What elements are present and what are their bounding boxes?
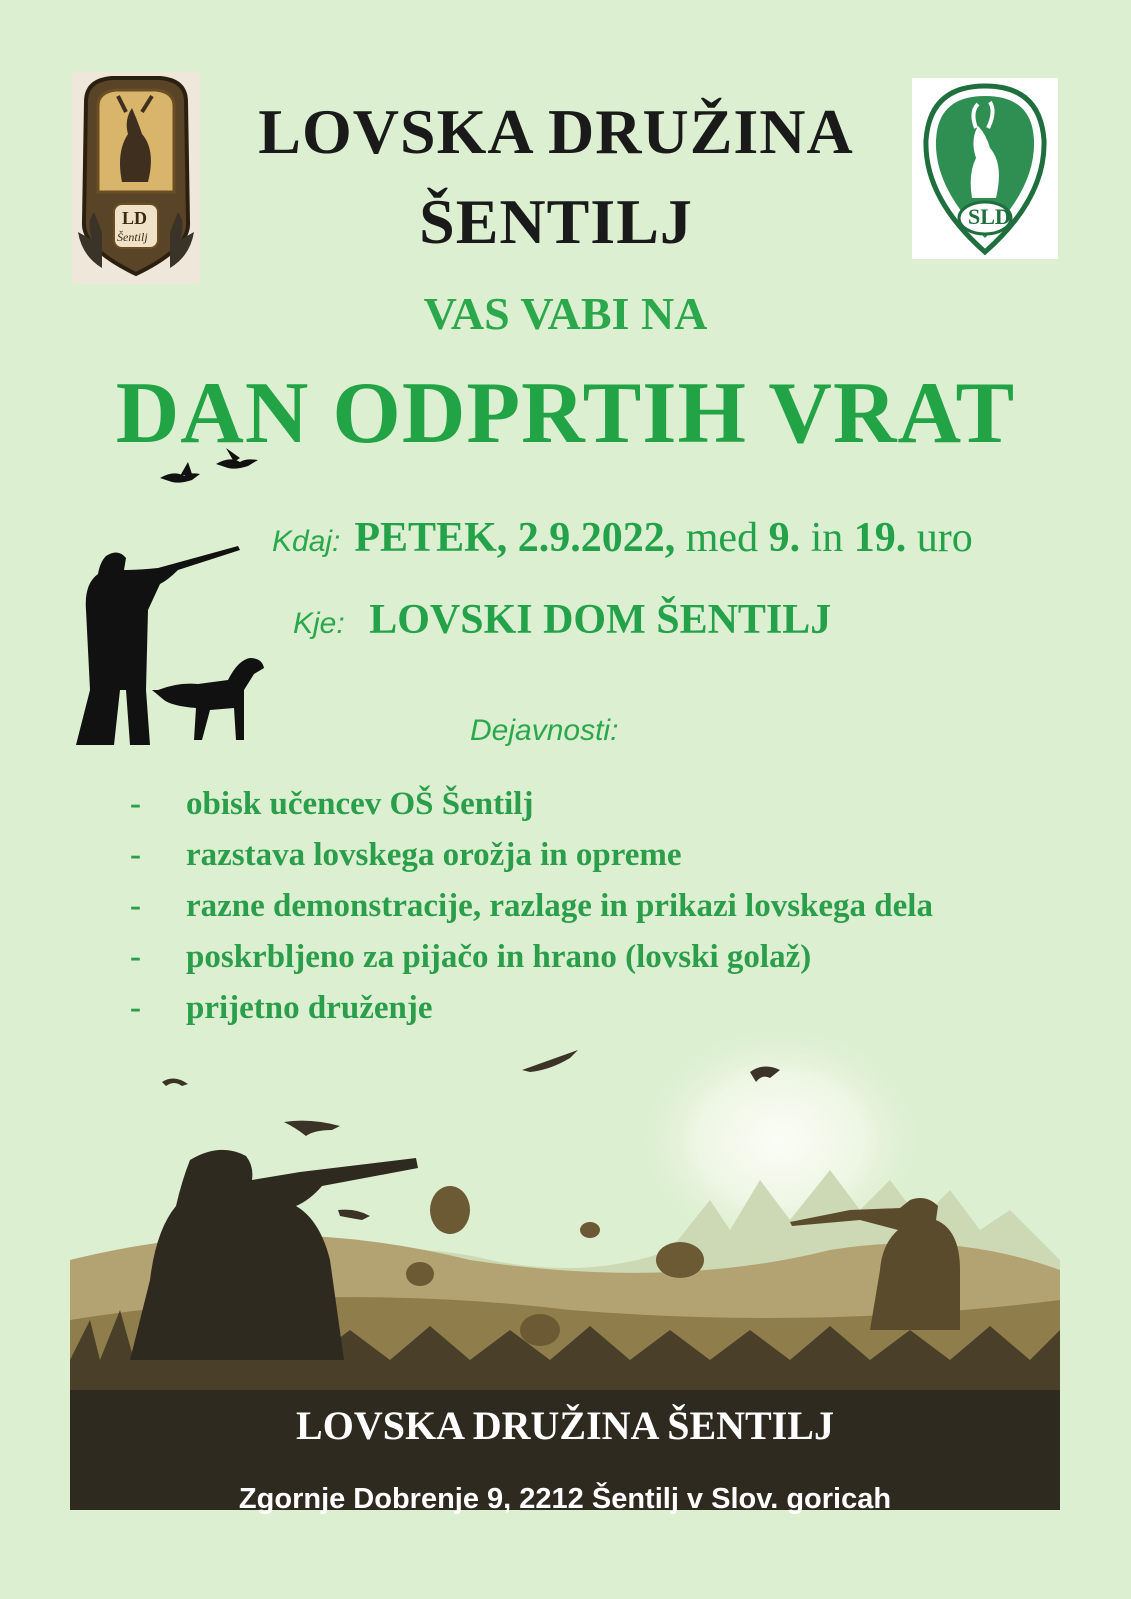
bullet-dash: - <box>130 990 141 1026</box>
sld-letters: SLD <box>968 204 1011 229</box>
activity-text: razstava lovskega orožja in opreme <box>186 837 682 873</box>
event-place: LOVSKI DOM ŠENTILJ <box>369 597 832 643</box>
activities-heading: Dejavnosti: <box>470 714 619 747</box>
activity-text: obisk učencev OŠ Šentilj <box>186 786 534 822</box>
when-label: Kdaj: <box>272 525 341 558</box>
crest-town: Šentilj <box>117 230 148 244</box>
when-unit: uro <box>916 515 973 561</box>
activity-text: razne demonstracije, razlage in prikazi lovskega dela <box>186 888 933 924</box>
footer-address: Zgornje Dobrenje 9, 2212 Šentilj v Slov. goricah <box>238 1483 892 1515</box>
crest-icon <box>72 72 200 284</box>
when-between: med <box>685 515 759 561</box>
invite-text: VAS VABI NA <box>423 288 708 339</box>
activity-text: poskrbljeno za pijačo in hrano (lovski golaž) <box>186 939 812 975</box>
bullet-dash: - <box>130 786 141 822</box>
bullet-dash: - <box>130 939 141 975</box>
list-item <box>122 935 933 986</box>
activities-list <box>122 782 933 1037</box>
footer-org-name: LOVSKA DRUŽINA ŠENTILJ <box>296 1403 834 1448</box>
event-title: DAN ODPRTIH VRAT <box>115 365 1016 462</box>
sld-chamois-logo <box>912 78 1058 259</box>
org-title-line2: ŠENTILJ <box>419 186 693 257</box>
end-hour: 19. <box>853 515 907 561</box>
bullet-dash: - <box>130 888 141 924</box>
list-item <box>122 884 933 935</box>
list-item <box>122 833 933 884</box>
flying-ducks-icon <box>150 440 270 510</box>
bullet-dash: - <box>130 837 141 873</box>
when-and: in <box>810 515 844 561</box>
event-when <box>272 510 973 570</box>
event-where <box>293 592 831 652</box>
list-item <box>122 782 933 833</box>
event-date: PETEK, 2.9.2022, <box>354 515 676 561</box>
start-hour: 9. <box>768 515 801 561</box>
org-title-line1: LOVSKA DRUŽINA <box>258 96 854 167</box>
chamois-emblem-icon <box>912 78 1058 259</box>
hunter-with-dog-icon <box>68 540 278 755</box>
ld-sentilj-crest-logo <box>72 72 200 284</box>
where-label: Kje: <box>293 607 345 640</box>
activity-text: prijetno druženje <box>186 990 433 1026</box>
crest-initials: LD <box>122 208 148 228</box>
